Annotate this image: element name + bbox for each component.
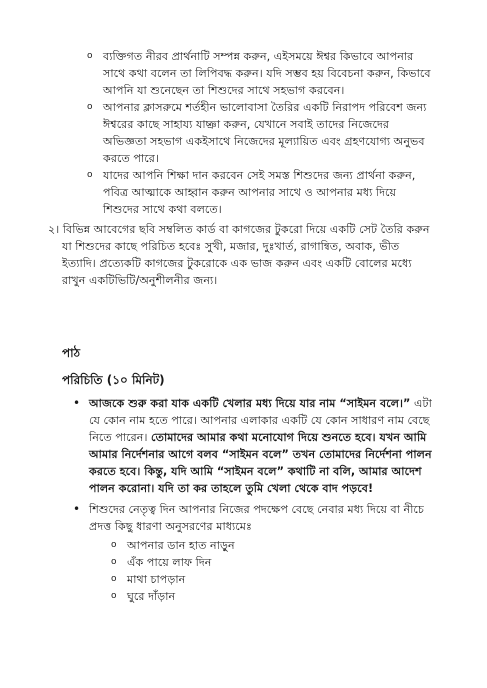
list-item-text: যাদের আপনি শিক্ষা দান করবেন সেই সমস্ত শিশুদের জন্য প্রার্থনা করুন, পবিত্র আত্মাকে আহ্বান করুন আপনার সাথে ও আপনার মধ্য দিয়ে শিশুদের সাথে কথা বলতে। — [103, 169, 416, 216]
introduction-list — [0, 395, 487, 605]
circle-bullet-icon: o — [111, 540, 117, 550]
circle-bullet-icon: o — [111, 591, 117, 601]
circle-bullet-icon: o — [87, 170, 93, 180]
list-item-text: আপনার ডান হাত নাড়ুন — [127, 539, 235, 552]
list-item-text: ব্যক্তিগত নীরব প্রার্থনাটি সম্পন্ন করুন, এইসময়ে ঈশ্বর কিভাবে আপনার সাথে কথা বলেন তা লিপিবদ্ধ করুন। যদি সম্ভব হয় বিবেচনা করুন, কিভাবে আপনি যা শুনেছেন তা শিশুদের সাথে সহভাগ করবেন। — [103, 50, 431, 97]
section-heading-introduction: পরিচিতি (১০ মিনিট) — [62, 373, 165, 387]
list-item-text: মাথা চাপড়ান — [127, 573, 186, 586]
list-item — [111, 588, 435, 605]
section-heading-lesson: পাঠ — [62, 346, 81, 360]
list-item-text: ঘুরে দাঁড়ান — [127, 590, 176, 603]
numbered-paragraph-2: ২। বিভিন্ন আবেগের ছবি সম্বলিত কার্ড বা কাগজের টুকরো দিয়ে একটি সেট তৈরি করুন যা শিশুদের কাছে পরিচিত হবেঃ সুখী, মজার, দুঃখার্ত, রাগান্বিত, অবাক, ভীত ইত্যাদি। প্রত্যেকটি কাগজের টুকরোকে এক ভাজ করুন এবং একটি বোলের মধ্যে রাখুন একটিভিটি/অনুশীলনীর জন্য। — [48, 223, 430, 287]
instruction-bold-text: তোমাদের আমার কথা মনোযোগ দিয়ে শুনতে হবে। যখন আমি আমার নির্দেশনার আগে বলব “সাইমন বলে” তখন তোমাদের নির্দেশনা পালন করতে হবে। কিন্তু, যদি আমি “সাইমন বলে” কথাটি না বলি, আমার আদেশ পালন করোনা। যদি তা কর তাহলে তুমি খেলা থেকে বাদ পড়বে! — [89, 431, 432, 495]
circle-bullet-icon: o — [111, 557, 117, 567]
list-item-text: এঁক পায়ে লাফ দিন — [127, 556, 212, 569]
bullet-icon: • — [73, 502, 81, 516]
list-item — [111, 537, 435, 554]
list-item-text: আপনার ক্লাসরুমে শর্তহীন ভালোবাসা তৈরির একটি নিরাপদ পরিবেশ জন্য ঈশ্বরের কাছে সাহায্য যাচ্ঞা করুন, যেখানে সবাই তাদের নিজেদের অভিজ্ঞতা সহভাগ একইসাথে নিজেদের মূল্যায়িত এবং গ্রহণযোগ্য অনুভব করতে পারে। — [103, 101, 427, 165]
list-item — [87, 48, 435, 99]
action-sub-list — [89, 537, 435, 605]
bullet-icon: • — [73, 396, 81, 410]
instruction-text: এটা যে কোন নাম হতে পারে। আপনার এলাকার একটি যে কোন সাধারণ নাম বেছে নিতে পারেন। — [89, 397, 432, 444]
circle-bullet-icon: o — [87, 51, 93, 61]
prayer-sub-list — [0, 48, 487, 218]
list-item — [111, 571, 435, 588]
instruction-bold-text: আজকে শুরু করা যাক একটি খেলার মধ্য দিয়ে যার নাম “সাইমন বলে।” — [89, 397, 411, 410]
list-item — [87, 167, 435, 218]
list-item — [111, 554, 435, 571]
list-item — [87, 99, 435, 167]
list-item — [73, 395, 435, 497]
instruction-text: শিশুদের নেতৃত্ব দিন আপনার নিজের পদক্ষেপ বেছে নেবার মধ্য দিয়ে বা নীচে প্রদত্ত কিছু ধারণা অনুসরণের মাধ্যমেঃ — [89, 503, 424, 533]
circle-bullet-icon: o — [111, 574, 117, 584]
circle-bullet-icon: o — [87, 102, 93, 112]
list-item — [73, 501, 435, 605]
